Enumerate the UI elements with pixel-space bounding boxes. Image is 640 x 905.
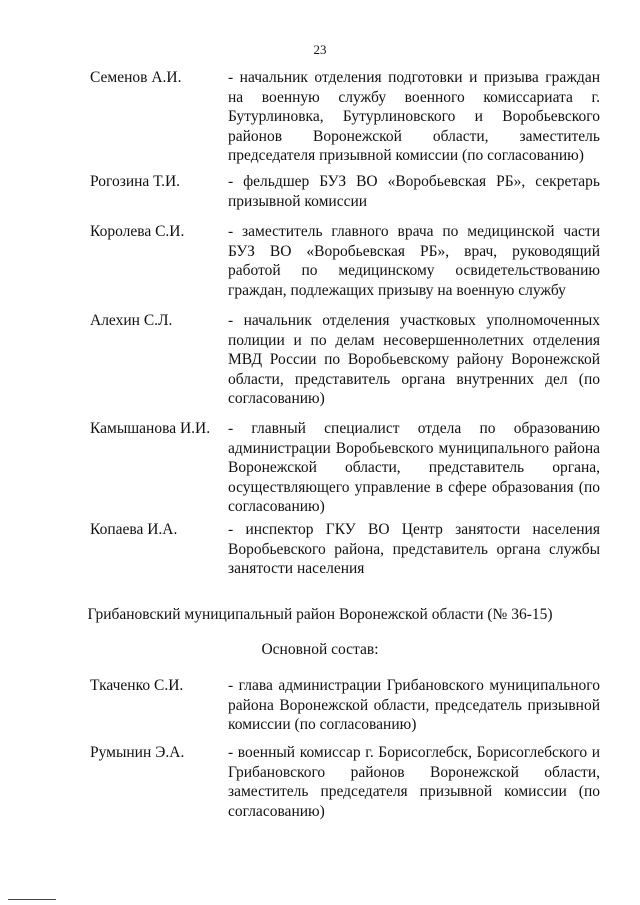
member-role: - начальник отделения участковых уполномоченных полиции и по делам несовершеннолетних отделения МВД России по Воробьевскому району Воронежской области, представитель органа внутренних дел (по согласованию) (228, 312, 600, 407)
member-role: - главный специалист отдела по образованию администрации Воробьевского муниципального района Воронежской области, представитель органа, осуществляющего управление в сфере образования (по согласованию) (228, 420, 600, 515)
member-role: - глава администрации Грибановского муниципального района Воронежской области, председатель призывной комиссии (по согласованию) (228, 677, 600, 733)
section-subtitle: Основной состав: (261, 641, 379, 658)
member-name: Алехин С.Л. (90, 312, 173, 329)
member-role: - фельдшер БУЗ ВО «Воробьевская РБ», секретарь призывной комиссии (228, 173, 600, 210)
member-role: - инспектор ГКУ ВО Центр занятости населения Воробьевского района, представитель органа службы занятости населения (228, 521, 600, 577)
member-name: Камышанова И.И. (90, 420, 211, 437)
member-role: - начальник отделения подготовки и призыва граждан на военную службу военного комиссариата г. Бутурлиновка, Бутурлиновского и Воробьевского районов Воронежской области, заместитель председателя призывной комиссии (по согласованию) (228, 69, 600, 164)
member-name: Румынин Э.А. (90, 744, 185, 761)
section-title: Грибановский муниципальный район Воронежской области (№ 36-15) (87, 606, 553, 623)
member-name: Рогозина Т.И. (90, 173, 181, 190)
member-name: Ткаченко С.И. (90, 677, 184, 694)
member-role: - заместитель главного врача по медицинской части БУЗ ВО «Воробьевская РБ», врач, руководящий работой по медицинскому освидетельствованию граждан, подлежащих призыву на военную службу (228, 223, 600, 299)
member-role: - военный комиссар г. Борисоглебск, Борисоглебского и Грибановского районов Воронежской области, заместитель председателя призывной комиссии (по согласованию) (228, 744, 600, 820)
footer-rule (8, 899, 56, 900)
member-name: Копаева И.А. (90, 521, 178, 538)
member-name: Семенов А.И. (90, 69, 182, 86)
member-name: Королева С.И. (90, 223, 185, 240)
page-number: 23 (313, 42, 327, 57)
